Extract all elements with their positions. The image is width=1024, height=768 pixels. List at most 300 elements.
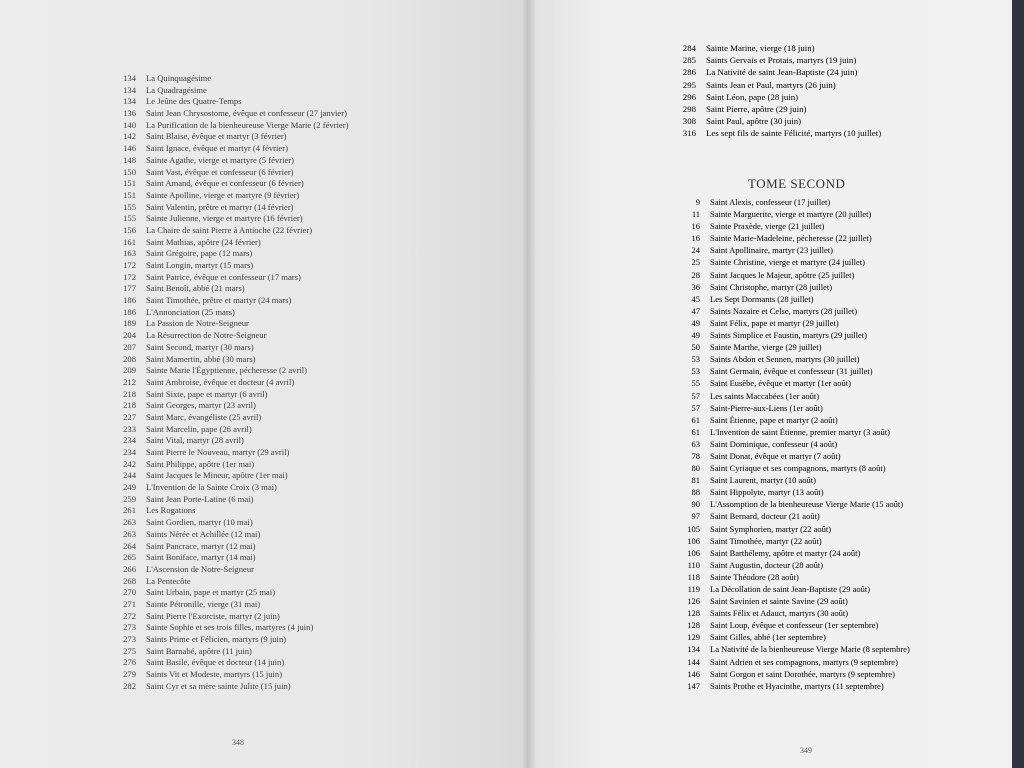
entry-title: Saints Prime et Félicien, martyrs (9 juin) [146,634,287,644]
page-number-left: 348 [232,738,244,747]
entry-page-number: 218 [123,400,136,411]
entry-title: Saint Alexis, confesseur (17 juillet) [710,197,831,207]
entry-page-number: 106 [687,547,700,558]
entry-title: Saints Simplice et Faustin, martyrs (29 juillet) [710,330,867,341]
entry-title: Saint Sixte, pape et martyr (6 avril) [146,388,268,399]
contents-entry [108,494,348,506]
entry-page-number: 146 [123,143,136,154]
contents-entry [668,91,881,103]
contents-entry [108,669,348,681]
book-edge [1012,0,1024,768]
entry-page-number: 36 [691,281,700,292]
entry-page-number: 163 [123,248,136,259]
entry-title: Saint Basile, évêque et docteur (14 juin) [146,657,285,668]
contents-entry [108,131,348,143]
entry-title: Saint Pierre le Nouveau, martyr (29 avril) [146,447,290,457]
entry-title: Saint Christophe, martyr (28 juillet) [710,281,833,292]
entry-title: Saints Gervais et Protais, martyrs (19 juin) [706,55,857,66]
right-contents-list-bottom [672,196,910,692]
entry-title: Sainte Praxède, vierge (21 juillet) [710,221,825,232]
contents-entry [108,260,348,272]
entry-page-number: 265 [123,552,136,563]
entry-title: Sainte Apolline, vierge et martyre (9 février) [146,189,300,200]
entry-title: Sainte Marine, vierge (18 juin) [706,43,815,53]
contents-entry [108,459,348,471]
entry-page-number: 218 [123,388,136,399]
entry-page-number: 134 [123,96,136,107]
entry-page-number: 279 [123,669,136,680]
contents-entry [672,547,910,559]
entry-title: Saint Georges, martyr (23 avril) [146,400,256,411]
entry-page-number: 49 [691,317,700,328]
entry-page-number: 142 [123,131,136,142]
contents-entry [108,155,348,167]
entry-page-number: 128 [687,608,700,619]
entry-title: Le Jeûne des Quatre-Temps [146,96,242,107]
entry-title: La Passion de Notre-Seigneur [146,318,249,329]
entry-page-number: 233 [123,423,136,434]
entry-page-number: 273 [123,622,136,633]
entry-page-number: 90 [691,499,700,510]
entry-page-number: 134 [123,84,136,95]
contents-entry [108,96,348,108]
contents-entry [108,167,348,179]
contents-entry [672,656,910,668]
entry-page-number: 50 [691,342,700,353]
entry-title: Saint Eusèbe, évêque et martyr (1er août) [710,378,851,389]
entry-page-number: 61 [691,426,700,437]
contents-entry [108,354,348,366]
entry-title: La Purification de la bienheureuse Vierge Marie (2 février) [146,119,349,130]
contents-entry [108,634,348,646]
entry-title: Saint Apollinaire, martyr (23 juillet) [710,245,833,256]
contents-entry [672,365,910,377]
entry-page-number: 53 [691,354,700,365]
entry-title: Les Rogations [146,505,196,516]
entry-title: Saint Longin, martyr (15 mars) [146,260,254,270]
contents-entry [672,631,910,643]
contents-entry [672,281,910,293]
contents-entry [668,66,881,78]
entry-page-number: 295 [682,79,696,90]
entry-page-number: 284 [682,43,696,53]
entry-page-number: 263 [123,517,136,528]
entry-title: Saint Félix, pape et martyr (29 juillet) [710,317,839,328]
entry-page-number: 119 [687,584,700,594]
entry-title: Saint Benoît, abbé (21 mars) [146,283,245,294]
entry-title: L'Ascension de Notre-Seigneur [146,563,254,574]
entry-title: Saint Léon, pape (28 juin) [706,91,799,102]
entry-page-number: 106 [687,535,700,546]
entry-title: Les sept fils de sainte Félicité, martyrs (10 juillet) [706,128,882,139]
contents-entry [108,505,348,517]
contents-entry [108,213,348,225]
entry-page-number: 259 [123,493,136,504]
entry-page-number: 49 [691,330,700,341]
entry-title: L'Invention de la Sainte Croix (3 mai) [146,482,277,493]
entry-page-number: 186 [123,306,136,317]
entry-page-number: 186 [123,295,136,306]
entry-title: Saint Boniface, martyr (14 mai) [146,552,256,563]
entry-title: Saint Gorgon et saint Dorothée, martyrs (9 septembre) [710,668,895,679]
entry-page-number: 212 [123,376,136,387]
contents-entry [108,342,348,354]
entry-title: La Quinquagésime [146,73,212,83]
entry-page-number: 282 [123,680,136,691]
entry-title: Les Sept Dormants (28 juillet) [710,293,814,304]
contents-entry [108,318,348,330]
entry-page-number: 16 [691,233,700,244]
entry-page-number: 151 [123,189,136,200]
entry-title: Saint Loup, évêque et confesseur (1er septembre) [710,620,879,631]
entry-page-number: 118 [687,571,700,582]
entry-title: Saint Blaise, évêque et martyr (3 février) [146,131,287,142]
entry-page-number: 80 [691,463,700,474]
entry-title: Saint Ambroise, évêque et docteur (4 avril) [146,376,295,387]
entry-page-number: 140 [123,119,136,130]
entry-title: Saint Mathias, apôtre (24 février) [146,236,261,247]
entry-page-number: 57 [691,390,700,401]
entry-page-number: 208 [123,353,136,364]
contents-entry [672,402,910,414]
entry-title: Saints Nazaire et Celse, martyrs (28 juillet) [710,305,858,316]
entry-title: Saint Barnabé, apôtre (11 juin) [146,645,252,656]
contents-entry [672,269,910,281]
entry-title: Saint Gilles, abbé (1er septembre) [710,632,826,643]
entry-page-number: 242 [123,458,136,469]
contents-entry [108,85,348,97]
entry-page-number: 234 [123,435,136,446]
contents-entry [108,470,348,482]
entry-page-number: 177 [123,283,136,294]
entry-title: Saint Vast, évêque et confesseur (6 février) [146,166,294,177]
contents-entry [672,535,910,547]
entry-page-number: 9 [695,197,700,207]
entry-title: La Décollation de saint Jean-Baptiste (29 août) [710,584,871,594]
contents-entry [672,244,910,256]
entry-page-number: 126 [687,596,700,607]
entry-title: L'Annonciation (25 mars) [146,306,235,317]
entry-page-number: 276 [123,657,136,668]
contents-entry [672,643,910,655]
contents-entry [108,541,348,553]
entry-title: Saint Dominique, confesseur (4 août) [710,438,838,449]
entry-page-number: 227 [123,411,136,422]
entry-page-number: 134 [687,644,700,655]
entry-page-number: 249 [123,482,136,493]
entry-title: Saint Grégoire, pape (12 mars) [146,248,253,259]
entry-page-number: 148 [123,154,136,165]
entry-title: Saints Prothe et Hyacinthe, martyrs (11 septembre) [710,680,884,691]
entry-page-number: 147 [687,680,700,691]
entry-page-number: 88 [691,487,700,498]
entry-title: Sainte Julienne, vierge et martyre (16 février) [146,213,303,224]
contents-entry [672,317,910,329]
contents-entry [108,389,348,401]
contents-entry [108,564,348,576]
entry-title: Saint Jean Porte-Latine (6 mai) [146,493,254,504]
entry-title: Saint Vital, martyr (28 avril) [146,435,244,446]
contents-entry [672,486,910,498]
contents-entry [108,435,348,447]
entry-page-number: 296 [682,91,696,102]
entry-title: Saint Cyr et sa mère sainte Julite (15 juin) [146,680,291,691]
entry-title: Saint Valentin, prêtre et martyr (14 février) [146,201,294,212]
entry-title: Saint Adrien et ses compagnons, martyrs (9 septembre) [710,656,898,667]
entry-page-number: 244 [123,470,136,481]
entry-page-number: 55 [691,378,700,389]
entry-page-number: 57 [691,402,700,413]
contents-entry [672,474,910,486]
entry-page-number: 53 [691,366,700,377]
entry-title: La Nativité de saint Jean-Baptiste (24 juin) [706,67,858,78]
entry-page-number: 78 [691,450,700,461]
entry-title: Saint Laurent, martyr (10 août) [710,475,816,486]
contents-entry [108,365,348,377]
entry-title: Sainte Agathe, vierge et martyre (5 février) [146,154,295,165]
entry-title: Saint Jacques le Majeur, apôtre (25 juillet) [710,269,855,280]
contents-entry [668,42,881,54]
contents-entry [672,680,910,692]
contents-entry [108,295,348,307]
entry-title: La Pentecôte [146,575,191,586]
contents-entry [108,330,348,342]
entry-title: Saint Marcelin, pape (26 avril) [146,423,252,434]
contents-entry [108,529,348,541]
contents-entry [108,517,348,529]
entry-page-number: 308 [682,116,696,127]
contents-entry [108,599,348,611]
contents-entry [108,482,348,494]
entry-title: Saint Second, martyr (30 mars) [146,341,254,352]
entry-page-number: 264 [123,540,136,551]
entry-page-number: 144 [687,656,700,667]
entry-title: Saint Mamertin, abbé (30 mars) [146,353,256,364]
entry-page-number: 316 [682,128,696,139]
entry-page-number: 129 [687,632,700,643]
entry-title: Saint Savinien et sainte Savine (29 août) [710,596,848,607]
entry-title: Saint Symphorien, martyr (22 août) [710,523,832,534]
entry-page-number: 266 [123,563,136,574]
entry-title: Saint Gordien, martyr (10 mai) [146,517,253,528]
entry-page-number: 155 [123,213,136,224]
entry-page-number: 275 [123,645,136,656]
contents-entry [672,293,910,305]
entry-page-number: 172 [123,271,136,282]
entry-title: Saint Paul, apôtre (30 juin) [706,116,802,127]
entry-page-number: 61 [691,414,700,425]
contents-entry [108,447,348,459]
contents-entry [108,377,348,389]
contents-entry [108,73,348,85]
contents-entry [672,305,910,317]
contents-entry [672,196,910,208]
contents-entry [108,307,348,319]
contents-entry [672,256,910,268]
contents-entry [108,576,348,588]
contents-entry [668,115,881,127]
entry-title: La Chaire de saint Pierre à Antioche (22 février) [146,224,313,235]
entry-page-number: 268 [123,575,136,586]
entry-title: Saint Amand, évêque et confesseur (6 février) [146,178,304,189]
page-number-right: 349 [800,746,812,755]
entry-title: La Nativité de la bienheureuse Vierge Marie (8 septembre) [710,644,910,655]
entry-title: Saint Pierre l'Exorciste, martyr (2 juin) [146,610,280,621]
entry-page-number: 128 [687,620,700,631]
contents-entry [108,120,348,132]
entry-title: L'Invention de saint Étienne, premier martyr (3 août) [710,426,890,437]
entry-title: Sainte Christine, vierge et martyre (24 juillet) [710,257,865,268]
contents-entry [108,248,348,260]
entry-title: La Résurrection de Notre-Seigneur [146,330,267,341]
entry-page-number: 234 [123,447,136,457]
contents-entry [108,646,348,658]
entry-title: Saints Vit et Modeste, martyrs (15 juin) [146,669,283,680]
entry-title: Saints Nérée et Achillée (12 mai) [146,528,261,539]
entry-page-number: 45 [691,293,700,304]
contents-entry [108,587,348,599]
book-spine [522,0,536,768]
contents-entry [672,426,910,438]
contents-entry [668,127,881,139]
entry-title: Les saints Maccabées (1er août) [710,390,820,401]
contents-entry [108,108,348,120]
right-contents-list-top [668,42,881,140]
entry-page-number: 105 [687,523,700,534]
contents-entry [672,450,910,462]
entry-title: Saint Donat, évêque et martyr (7 août) [710,450,841,461]
contents-entry [672,619,910,631]
contents-entry [668,79,881,91]
entry-page-number: 97 [691,511,700,522]
entry-title: L'Assomption de la bienheureuse Vierge Marie (15 août) [710,499,904,510]
entry-title: Sainte Marie l'Égyptienne, pécheresse (2 avril) [146,365,307,376]
entry-title: Saint Marc, évangéliste (25 avril) [146,411,262,422]
contents-entry [108,283,348,295]
contents-entry [108,552,348,564]
contents-entry [108,424,348,436]
contents-entry [672,583,910,595]
contents-entry [108,622,348,634]
entry-title: Saint Hippolyte, martyr (13 août) [710,487,824,498]
entry-page-number: 207 [123,341,136,352]
section-title: TOME SECOND [748,176,846,191]
contents-entry [672,523,910,535]
entry-page-number: 209 [123,365,136,376]
entry-page-number: 28 [691,269,700,280]
contents-entry [672,668,910,680]
contents-entry [672,414,910,426]
entry-title: Saint Cyriaque et ses compagnons, martyrs (8 août) [710,463,886,474]
left-contents-list [108,73,348,692]
entry-title: Sainte Théodore (28 août) [710,571,799,582]
contents-entry [108,657,348,669]
entry-page-number: 134 [123,73,136,83]
entry-page-number: 16 [691,221,700,232]
entry-title: Saint Patrice, évêque et confesseur (17 mars) [146,271,301,282]
entry-title: Saint Urbain, pape et martyr (25 mai) [146,587,276,598]
contents-entry [108,202,348,214]
entry-title: Saint Étienne, pape et martyr (2 août) [710,414,838,425]
contents-entry [108,237,348,249]
entry-title: Saint-Pierre-aux-Liens (1er août) [710,402,823,413]
contents-entry [108,611,348,623]
entry-page-number: 285 [682,55,696,66]
entry-title: Saint Germain, évêque et confesseur (31 juillet) [710,366,873,377]
entry-page-number: 298 [682,103,696,114]
contents-entry [668,54,881,66]
entry-title: Saint Jean Chrysostome, évêque et confesseur (27 janvier) [146,108,347,119]
entry-title: Saint Barthélemy, apôtre et martyr (24 août) [710,547,861,558]
entry-title: Sainte Pétronille, vierge (31 mai) [146,598,261,609]
entry-title: Saint Philippe, apôtre (1er mai) [146,458,255,469]
contents-entry [672,510,910,522]
contents-entry [672,208,910,220]
contents-entry [108,143,348,155]
entry-page-number: 150 [123,166,136,177]
entry-title: Saint Timothée, martyr (22 août) [710,535,822,546]
entry-page-number: 286 [682,67,696,78]
contents-entry [108,190,348,202]
entry-page-number: 273 [123,634,136,644]
contents-entry [668,103,881,115]
contents-entry [672,571,910,583]
contents-entry [108,225,348,237]
entry-page-number: 156 [123,224,136,235]
entry-title: Saint Augustin, docteur (28 août) [710,559,824,570]
entry-page-number: 25 [691,257,700,268]
entry-page-number: 263 [123,528,136,539]
entry-page-number: 47 [691,305,700,316]
contents-entry [108,178,348,190]
contents-entry [672,462,910,474]
contents-entry [672,607,910,619]
contents-entry [672,220,910,232]
contents-entry [672,390,910,402]
entry-title: Sainte Marguerite, vierge et martyre (20 juillet) [710,209,872,220]
entry-page-number: 63 [691,438,700,449]
entry-title: Sainte Marie-Madeleine, pécheresse (22 juillet) [710,233,872,244]
entry-title: Saints Abdon et Sennen, martyrs (30 juillet) [710,354,860,365]
contents-entry [672,498,910,510]
entry-page-number: 136 [123,108,136,119]
contents-entry [672,595,910,607]
entry-title: Saint Pierre, apôtre (29 juin) [706,103,807,114]
entry-title: Saints Félix et Adauct, martyrs (30 août) [710,608,849,619]
contents-entry [672,377,910,389]
entry-title: Saint Bernard, docteur (21 août) [710,511,820,522]
entry-page-number: 155 [123,201,136,212]
contents-entry [108,681,348,693]
entry-title: Sainte Sophie et ses trois filles, martyres (4 juin) [146,622,314,633]
entry-page-number: 172 [123,260,136,270]
entry-page-number: 11 [691,209,700,220]
contents-entry [672,559,910,571]
contents-entry [672,329,910,341]
entry-title: Saint Jacques le Mineur, apôtre (1er mai) [146,470,288,481]
entry-page-number: 204 [123,330,136,341]
entry-title: Saint Timothée, prêtre et martyr (24 mars) [146,295,292,306]
entry-title: Saints Jean et Paul, martyrs (26 juin) [706,79,836,90]
entry-title: Saint Pancrace, martyr (12 mai) [146,540,256,551]
entry-page-number: 272 [123,610,136,621]
entry-page-number: 189 [123,318,136,329]
contents-entry [108,412,348,424]
entry-page-number: 161 [123,236,136,247]
entry-page-number: 151 [123,178,136,189]
contents-entry [672,438,910,450]
entry-page-number: 261 [123,505,136,516]
